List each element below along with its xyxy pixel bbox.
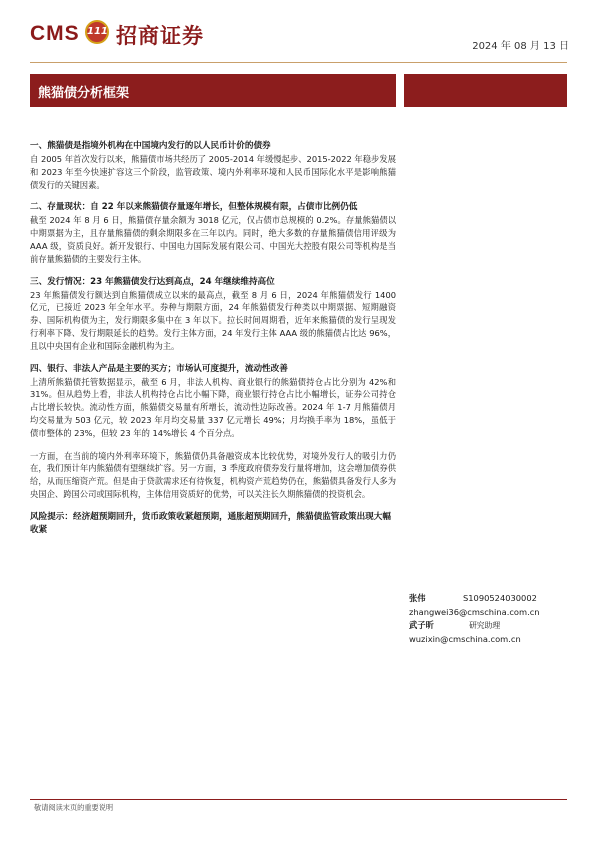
- title-bar: [30, 74, 396, 107]
- analyst-email[interactable]: wuzixin@cmschina.com.cn: [409, 633, 521, 644]
- analyst-row: [409, 592, 569, 606]
- section-text: 上清所熊猫债托管数据显示，截至 6 月，非法人机构、商业银行的熊猫债持仓占比分别为 42%和 31%。但从趋势上看，非法人机构持仓占比小幅下降，商业银行持仓占比小幅增长，证券公司持仓占比增长较快。流动性方面，熊猫债交易量有所增长，流动性边际改善。2024 年 1-7 月熊猫债月均交易量为 503 亿元，较 2023 年月均交易量 337 亿元增长 49%；月均换手率为 18%，虽低于债市整体的 23%，但较 23 年的 14%增长 4 个百分点。: [30, 376, 396, 438]
- analyst-name: 张伟: [409, 593, 426, 603]
- section-text: 自 2005 年首次发行以来，熊猫债市场共经历了 2005-2014 年缓慢起步、2015-2022 年稳步发展和 2023 年至今快速扩容这三个阶段，监管政策、境内外利率环境和人民币国际化水平是影响熊猫债发行的关键因素。: [30, 154, 396, 190]
- section-1: [30, 140, 396, 191]
- section-text: 一方面，在当前的境内外利率环境下，熊猫债仍具备融资成本比较优势，对境外发行人的吸引力仍在，我们预计年内熊猫债有望继续扩容。另一方面，3 季度政府债券发行量将增加，这会增加债券供给，从而压缩资产荒。但是由于贷款需求还有待恢复，机构资产荒趋势仍在，熊猫债具备发行人多为央国企、跨国公司或国际机构，主体信用资质好的优势，可以关注长久期熊猫债的投资机会。: [30, 450, 396, 499]
- section-4: [30, 363, 396, 440]
- page-title: 熊猫债分析框架: [38, 86, 130, 101]
- analyst-role: 研究助理: [469, 621, 501, 630]
- analyst-sidebar: [409, 592, 569, 646]
- section-heading: 一、熊猫债是指境外机构在中国境内发行的以人民币计价的债券: [30, 141, 271, 151]
- analyst-email[interactable]: zhangwei36@cmschina.com.cn: [409, 606, 540, 617]
- analyst-row: [409, 619, 569, 633]
- section-2: [30, 201, 396, 265]
- report-date: 2024 年 08 月 13 日: [472, 41, 569, 52]
- section-heading: 三、发行情况：23 年熊猫债发行达到高点，24 年继续维持高位: [30, 276, 275, 287]
- header-divider: [30, 62, 567, 63]
- footer-note: 敬请阅读末页的重要说明: [34, 803, 114, 812]
- section-heading: 四、银行、非法人产品是主要的买方；市场认可度提升，流动性改善: [30, 363, 288, 374]
- title-bar-side: [404, 74, 567, 107]
- report-header: [0, 0, 595, 70]
- section-text: 截至 2024 年 8 月 6 日，熊猫债存量余额为 3018 亿元，仅占债市总规模的 0.2%。存量熊猫债以中期票据为主，且存量熊猫债的剩余期限多在三年以内。同时，绝大多数的存量熊猫债信用评级为 AAA 级，资质良好。新开发银行、中国电力国际发展有限公司、中国光大控股有限公司等机构是当前存量熊猫债的主要发行主体。: [30, 215, 396, 264]
- logo-mark-icon: 111: [85, 20, 109, 44]
- section-heading: 二、存量现状：自 22 年以来熊猫债存量逐年增长，但整体规模有限，占债市比例仍低: [30, 202, 358, 213]
- section-3: [30, 276, 396, 353]
- footer-divider: [30, 799, 567, 800]
- report-body: [30, 140, 396, 547]
- section-outlook: [30, 450, 396, 501]
- section-text: 23 年熊猫债发行额达到自熊猫债成立以来的最高点，截至 8 月 6 日，2024 年熊猫债发行 1400 亿元，已接近 2023 年全年水平。券种与期限方面，24 年熊猫债发行种类以中期票据、短期融资券、国际机构债为主，发行期限多集中在 3 年以下。拉长时间周期看，近年来熊猫债的发行呈现发行利率下降、发行期限延长的趋势。发行主体方面，24 年发行主体 AAA 级的熊猫债占比达 96%，且以中央国有企业和国际金融机构为主。: [30, 289, 396, 351]
- analyst-name: 武子昕: [409, 620, 434, 630]
- logo-text: CMS: [30, 22, 80, 45]
- analyst-code: S1090524030002: [463, 593, 537, 603]
- logo-cn: 招商证券: [116, 24, 204, 48]
- section-risk: [30, 511, 396, 537]
- risk-warning: 风险提示：经济超预期回升，货币政策收紧超预期，通胀超预期回升，熊猫债监管政策出现大幅收紧: [30, 511, 391, 535]
